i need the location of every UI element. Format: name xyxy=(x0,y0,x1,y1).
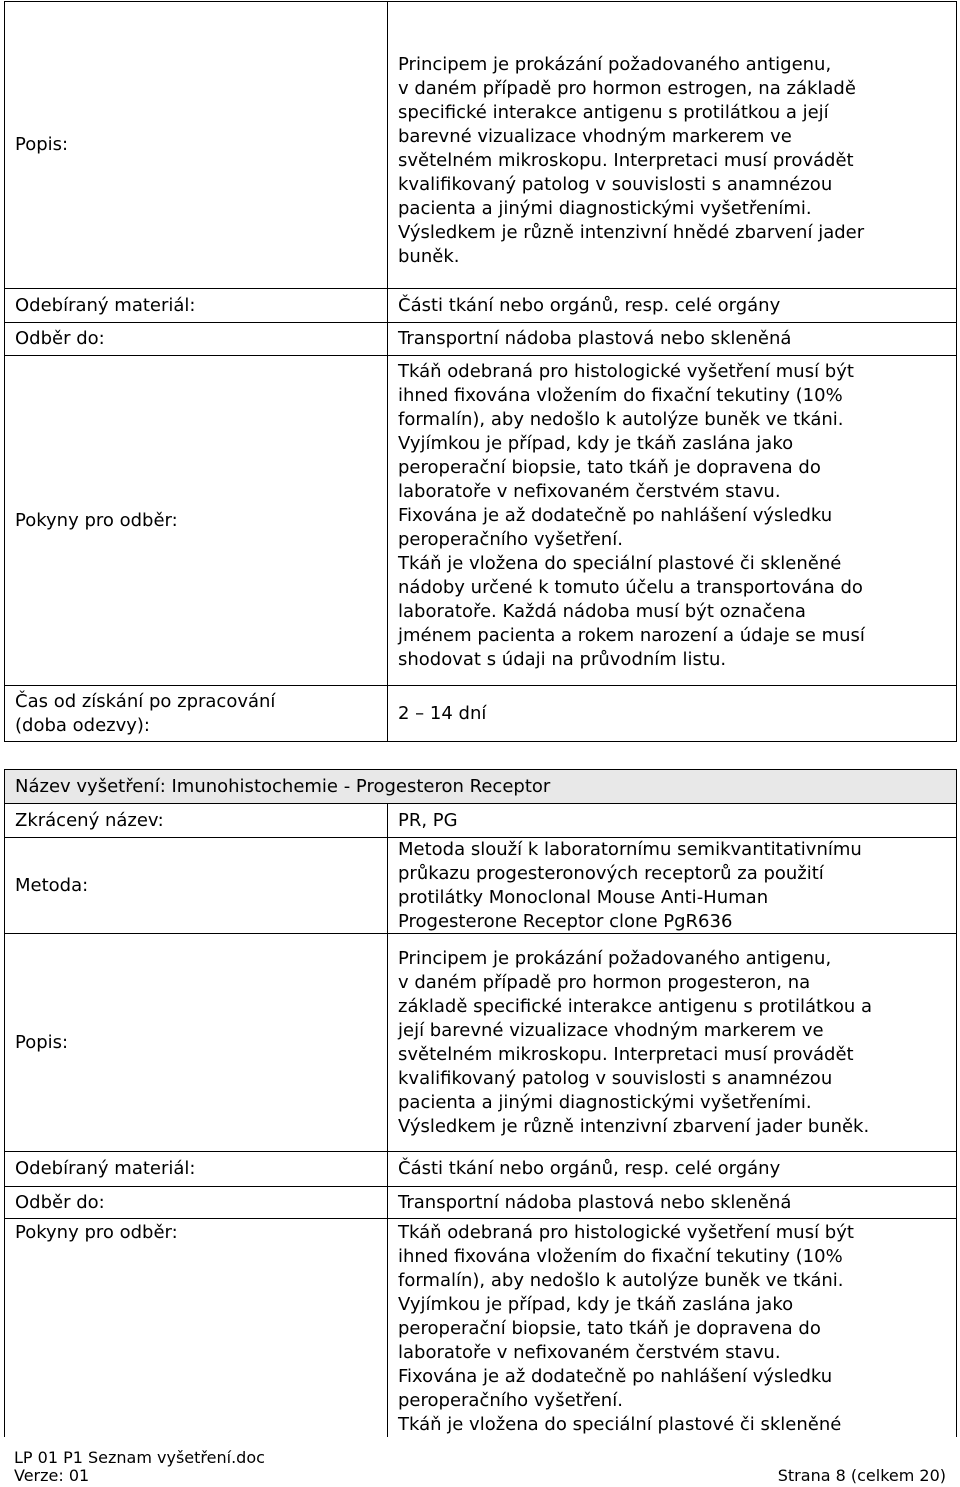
value-popis: Principem je prokázání požadovaného antigenu, v daném případě pro hormon progesteron, na základě specifické interakce antigenu s protilátkou a její barevné vizualizace vhodným markerem ve světelném mikroskopu. Interpretaci musí provádět kvalifikovaný patolog v souvislosti s anamnézou pacienta a jinými diagnostickými vyšetřeními. Výsledkem je různě intenzivní zbarvení jader buněk. xyxy=(388,934,957,1151)
row-material xyxy=(5,1152,957,1187)
row-cas xyxy=(5,686,957,742)
label-metoda: Metoda: xyxy=(5,838,388,933)
exam-title: Název vyšetření: Imunohistochemie - Progesteron Receptor xyxy=(5,770,957,803)
row-popis xyxy=(5,2,957,289)
label-odber: Odběr do: xyxy=(5,1187,388,1218)
row-zkraceny xyxy=(5,804,957,838)
label-cas: Čas od získání po zpracování (doba odezvy): xyxy=(5,686,388,741)
label-zkraceny: Zkrácený název: xyxy=(5,804,388,837)
value-odber: Transportní nádoba plastová nebo skleněná xyxy=(388,323,957,355)
value-metoda: Metoda slouží k laboratornímu semikvantitativnímu průkazu progesteronových receptorů za použití protilátky Monoclonal Mouse Anti-Human Progesterone Receptor clone PgR636 xyxy=(388,838,957,933)
value-odber: Transportní nádoba plastová nebo skleněná xyxy=(388,1187,957,1218)
row-odber xyxy=(5,1187,957,1219)
row-popis xyxy=(5,934,957,1152)
footer-page-number: Strana 8 (celkem 20) xyxy=(777,1466,946,1485)
row-odber xyxy=(5,323,957,356)
label-odber: Odběr do: xyxy=(5,323,388,355)
row-material xyxy=(5,289,957,323)
row-pokyny xyxy=(5,1219,957,1437)
label-material: Odebíraný materiál: xyxy=(5,289,388,322)
label-material: Odebíraný materiál: xyxy=(5,1152,388,1186)
value-cas: 2 – 14 dní xyxy=(388,686,957,741)
row-title xyxy=(5,770,957,804)
value-pokyny: Tkáň odebraná pro histologické vyšetření musí být ihned fixována vložením do fixační tekutiny (10% formalín), aby nedošlo k autolýze buněk ve tkáni. Vyjímkou je případ, kdy je tkáň zaslána jako peroperační biopsie, tato tkáň je dopravena do laboratoře v nefixovaném čerstvém stavu. Fixována je až dodatečně po nahlášení výsledku peroperačního vyšetření. Tkáň je vložena do speciální plastové či skleněné nádoby určené k tomuto účelu a transportována do laboratoře. Každá nádoba musí být označena jménem pacienta a rokem narození a údaje se musí shodovat s údaji na průvodním listu. xyxy=(388,356,957,685)
footer-filename: LP 01 P1 Seznam vyšetření.doc xyxy=(14,1448,265,1467)
value-popis: Principem je prokázání požadovaného antigenu, v daném případě pro hormon estrogen, na základě specifické interakce antigenu s protilátkou a její barevné vizualizace vhodným markerem ve světelném mikroskopu. Interpretaci musí provádět kvalifikovaný patolog v souvislosti s anamnézou pacienta a jinými diagnostickými vyšetřeními. Výsledkem je různě intenzivní hnědé zbarvení jader buněk. xyxy=(388,2,957,288)
label-pokyny: Pokyny pro odběr: xyxy=(5,356,388,685)
label-popis: Popis: xyxy=(5,934,388,1151)
row-metoda xyxy=(5,838,957,934)
exam-table-progesteron xyxy=(4,769,957,1437)
value-pokyny: Tkáň odebraná pro histologické vyšetření musí být ihned fixována vložením do fixační tekutiny (10% formalín), aby nedošlo k autolýze buněk ve tkáni. Vyjímkou je případ, kdy je tkáň zaslána jako peroperační biopsie, tato tkáň je dopravena do laboratoře v nefixovaném čerstvém stavu. Fixována je až dodatečně po nahlášení výsledku peroperačního vyšetření. Tkáň je vložena do speciální plastové či skleněné xyxy=(388,1219,957,1437)
value-zkraceny: PR, PG xyxy=(388,804,957,837)
footer-version: Verze: 01 xyxy=(14,1466,90,1485)
value-material: Části tkání nebo orgánů, resp. celé orgány xyxy=(388,1152,957,1186)
value-material: Části tkání nebo orgánů, resp. celé orgány xyxy=(388,289,957,322)
exam-table-estrogen xyxy=(4,1,957,742)
row-pokyny xyxy=(5,356,957,686)
label-popis: Popis: xyxy=(5,2,388,288)
footer-line xyxy=(14,1467,946,1485)
label-pokyny: Pokyny pro odběr: xyxy=(5,1219,388,1437)
